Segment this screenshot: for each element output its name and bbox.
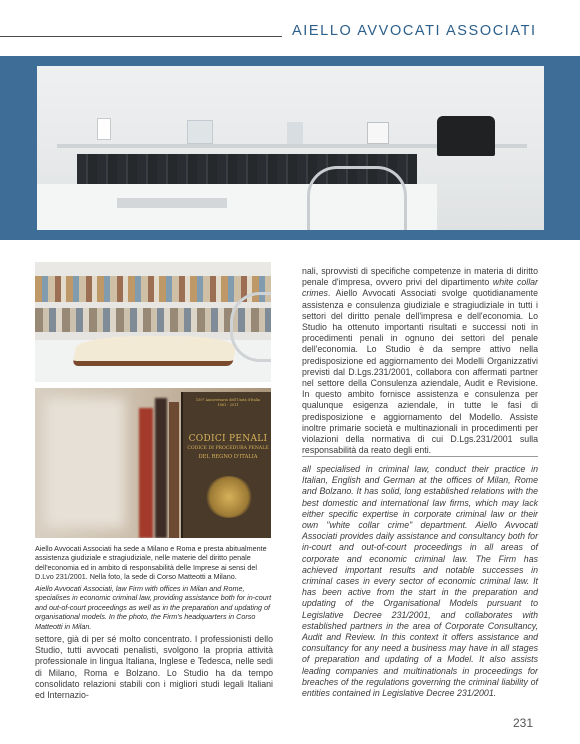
cover-title: CODICI PENALI <box>188 434 268 444</box>
cover-subtitle-1: CODICE DI PROCEDURA PENALE <box>187 446 269 451</box>
body-right-italian-part-2: . Aiello Avvocati Associati svolge quotidianamente assistenza e consulenza giudiziale e stragiudiziale in tutti i settori del diritto penale dell'impresa e dell'economia. Lo Studio ha ottenuto importanti risultati e successi noti in procedimenti penali in ognuno dei settori del penale dell'economia. Lo Studio è da sempre attivo nella predisposizione ed aggiornamento dei Modelli Organizzativi previsti dal D.Lgs.231/2001, collabora con affermati partner nel settore della Consulenza aziendale, Audit e Revisione. In questo ambito fornisce assistenza e consulenza per qualunque esigenza aziendale, in tutte le fasi di predisposizione e aggiornamento del Modello. Assiste inoltre primarie società e multinazionali in procedimenti per violazioni della normativa di cui D.Lgs.231/2001 sulla responsabilità da reato degli enti. <box>302 288 538 456</box>
book-cover <box>181 392 271 538</box>
cover-subtitle-2: DEL REGNO D'ITALIA <box>198 454 258 460</box>
cover-top-line-2: 1861 - 2011 <box>217 403 239 407</box>
crystal-award <box>287 122 303 144</box>
photo-frame <box>367 122 389 144</box>
body-right-english: all specialised in criminal law, conduct their practice in Italian, English and German at the offices of Milan, Rome and Bolzano. It has solid, long established relations with the best domestic and international law firms, which may lack either specific expertise in corporate criminal law or their own "white collar crime" department. Aiello Avvocati Associati provides daily assistance and consultancy both for in-court and out-of-court proceedings in all areas of corporate and economic criminal law. The Firm has achieved important results and notable successes in criminal cases in every sector of economic criminal law. It has been active from the start in the preparation and updating of the Organisational Models pursuant to Legislative Decree 231/2001, and collaborates with established partners in the area of Corporate Consultancy, Audit and Review. In this context it offers assistance and consultancy for any need a business may have in all stages of preparation and updating of a Model. It also assists leading companies and multinationals in proceedings for breaches of the regulations governing the criminal liability of entities contained in Legislative Decree 231/2001. <box>302 464 538 699</box>
pen-cup <box>97 118 111 140</box>
caption-italian: Aiello Avvocati Associati ha sede a Milano e Roma e presta abitualmente assistenza giudiziale e stragiudiziale, nelle materie del diritto penale dell'economia ed in ambito di responsabilità delle Imprese ai sensi del D.Lvo 231/2001. Nella foto, la sede di Corso Matteotti a Milano. <box>35 544 267 582</box>
blurred-background <box>45 398 125 528</box>
shelf-row-top <box>35 276 271 302</box>
cover-top-line: 150° Anniversario dell'Unità d'Italia <box>195 398 261 402</box>
emblem-icon <box>205 476 253 518</box>
typewriter <box>437 116 495 156</box>
book-spine-dark <box>155 398 167 538</box>
body-right-italian <box>302 266 538 456</box>
page-number: 231 <box>513 716 534 730</box>
papers <box>117 198 227 208</box>
office-photo <box>37 66 544 230</box>
book-spine-red <box>139 408 153 538</box>
open-book-photo <box>35 262 271 382</box>
book-spine-brown <box>169 402 179 538</box>
glass-award <box>187 120 213 144</box>
header-rule <box>0 36 282 37</box>
page-header-title: AIELLO AVVOCATI ASSOCIATI <box>292 23 537 39</box>
law-codes-photo <box>35 388 271 538</box>
body-right-italian-emphasis: white collar crimes <box>302 277 538 299</box>
open-book <box>72 336 237 366</box>
column-divider <box>302 456 538 457</box>
caption-english: Aiello Avvocati Associati, law Firm with offices in Milan and Rome, specialises in economic criminal law, providing assistance both for in-court and out-of-court proceedings as well as in the preparation and updating of organisational models. In the photo, the Firm's headquarters in Corso Matteotti in Milan. <box>35 584 272 631</box>
body-left-column: settore, già di per sé molto concentrato. I professionisti dello Studio, tutti avvocati penalisti, svolgono la propria attività professionale in lingua Italiana, Inglese e Tedesca, nelle sedi di Milano, Roma e Bolzano. Lo Studio ha da tempo consolidato relazioni stabili con i migliori studi legali Italiani ed Internazio- <box>35 634 273 701</box>
body-right-italian-part-1: nali, sprovvisti di specifiche competenze in materia di diritto penale d'impresa, ovvero privi del dipartimento <box>302 266 538 288</box>
chair <box>307 166 407 230</box>
